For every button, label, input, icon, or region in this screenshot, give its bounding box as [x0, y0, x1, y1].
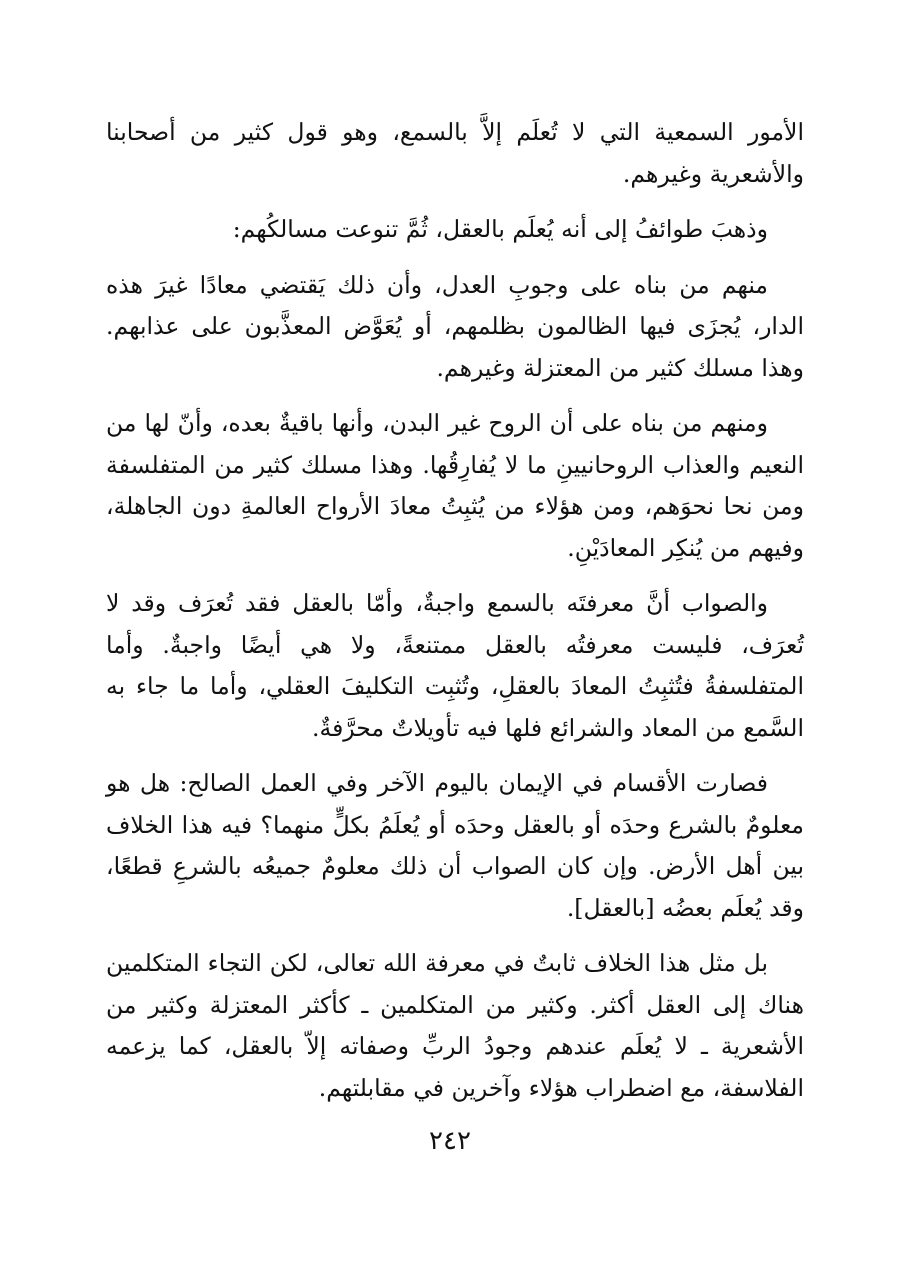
paragraph-6: فصارت الأقسام في الإيمان باليوم الآخر وفي العمل الصالح: هل هو معلومٌ بالشرع وحدَه أو بالعقل وحدَه أو يُعلَمُ بكلٍّ منهما؟ فيه هذا الخلاف بين أهل الأرض. وإن كان الصواب أن ذلك معلومٌ جميعُه بالشرعِ قطعًا، وقد يُعلَم بعضُه [بالعقل]. — [106, 769, 804, 922]
paragraph-2: وذهبَ طوائفُ إلى أنه يُعلَم بالعقل، ثُمَّ تنوعت مسالكُهم: — [232, 215, 768, 243]
paragraph-5: والصواب أنَّ معرفتَه بالسمع واجبةٌ، وأمّا بالعقل فقد تُعرَف وقد لا تُعرَف، فليست معرفتُه بالعقل ممتنعةً، ولا هي أيضًا واجبةٌ. وأما المتفلسفةُ فتُثبِتُ المعادَ بالعقلِ، وتُثبِت التكليفَ العقلي، وأما ما جاء به السَّمع من المعاد والشرائع فلها فيه تأويلاتٌ محرَّفةٌ. — [106, 589, 804, 742]
page-number: ٢٤٢ — [429, 1126, 471, 1156]
paragraph-4: ومنهم من بناه على أن الروح غير البدن، وأنها باقيةٌ بعده، وأنّ لها من النعيم والعذاب الروحانيينِ ما لا يُفارِقُها. وهذا مسلك كثير من المتفلسفة ومن نحا نحوَهم، ومن هؤلاء من يُثبِتُ معادَ الأرواح العالمةِ دون الجاهلة، وفيهم من يُنكِر المعادَيْنِ. — [106, 409, 804, 562]
paragraph-3: منهم من بناه على وجوبِ العدل، وأن ذلك يَقتضي معادًا غيرَ هذه الدار، يُجزَى فيها الظالمون بظلمهم، أو يُعَوَّض المعذَّبون على عذابهم. وهذا مسلك كثير من المعتزلة وغيرهم. — [106, 270, 804, 382]
paragraph-7: بل مثل هذا الخلاف ثابتٌ في معرفة الله تعالى، لكن التجاء المتكلمين هناك إلى العقل أكثر. وكثير من المتكلمين ـ كأكثر المعتزلة وكثير من الأشعرية ـ لا يُعلَم عندهم وجودُ الربِّ وصفاته إلاّ بالعقل، كما يزعمه الفلاسفة، مع اضطراب هؤلاء وآخرين في مقابلتهم. — [106, 949, 804, 1102]
paragraph-1: الأمور السمعية التي لا تُعلَم إلاَّ بالسمع، وهو قول كثير من أصحابنا والأشعرية وغيرهم. — [106, 118, 804, 188]
page-body — [106, 112, 804, 1123]
